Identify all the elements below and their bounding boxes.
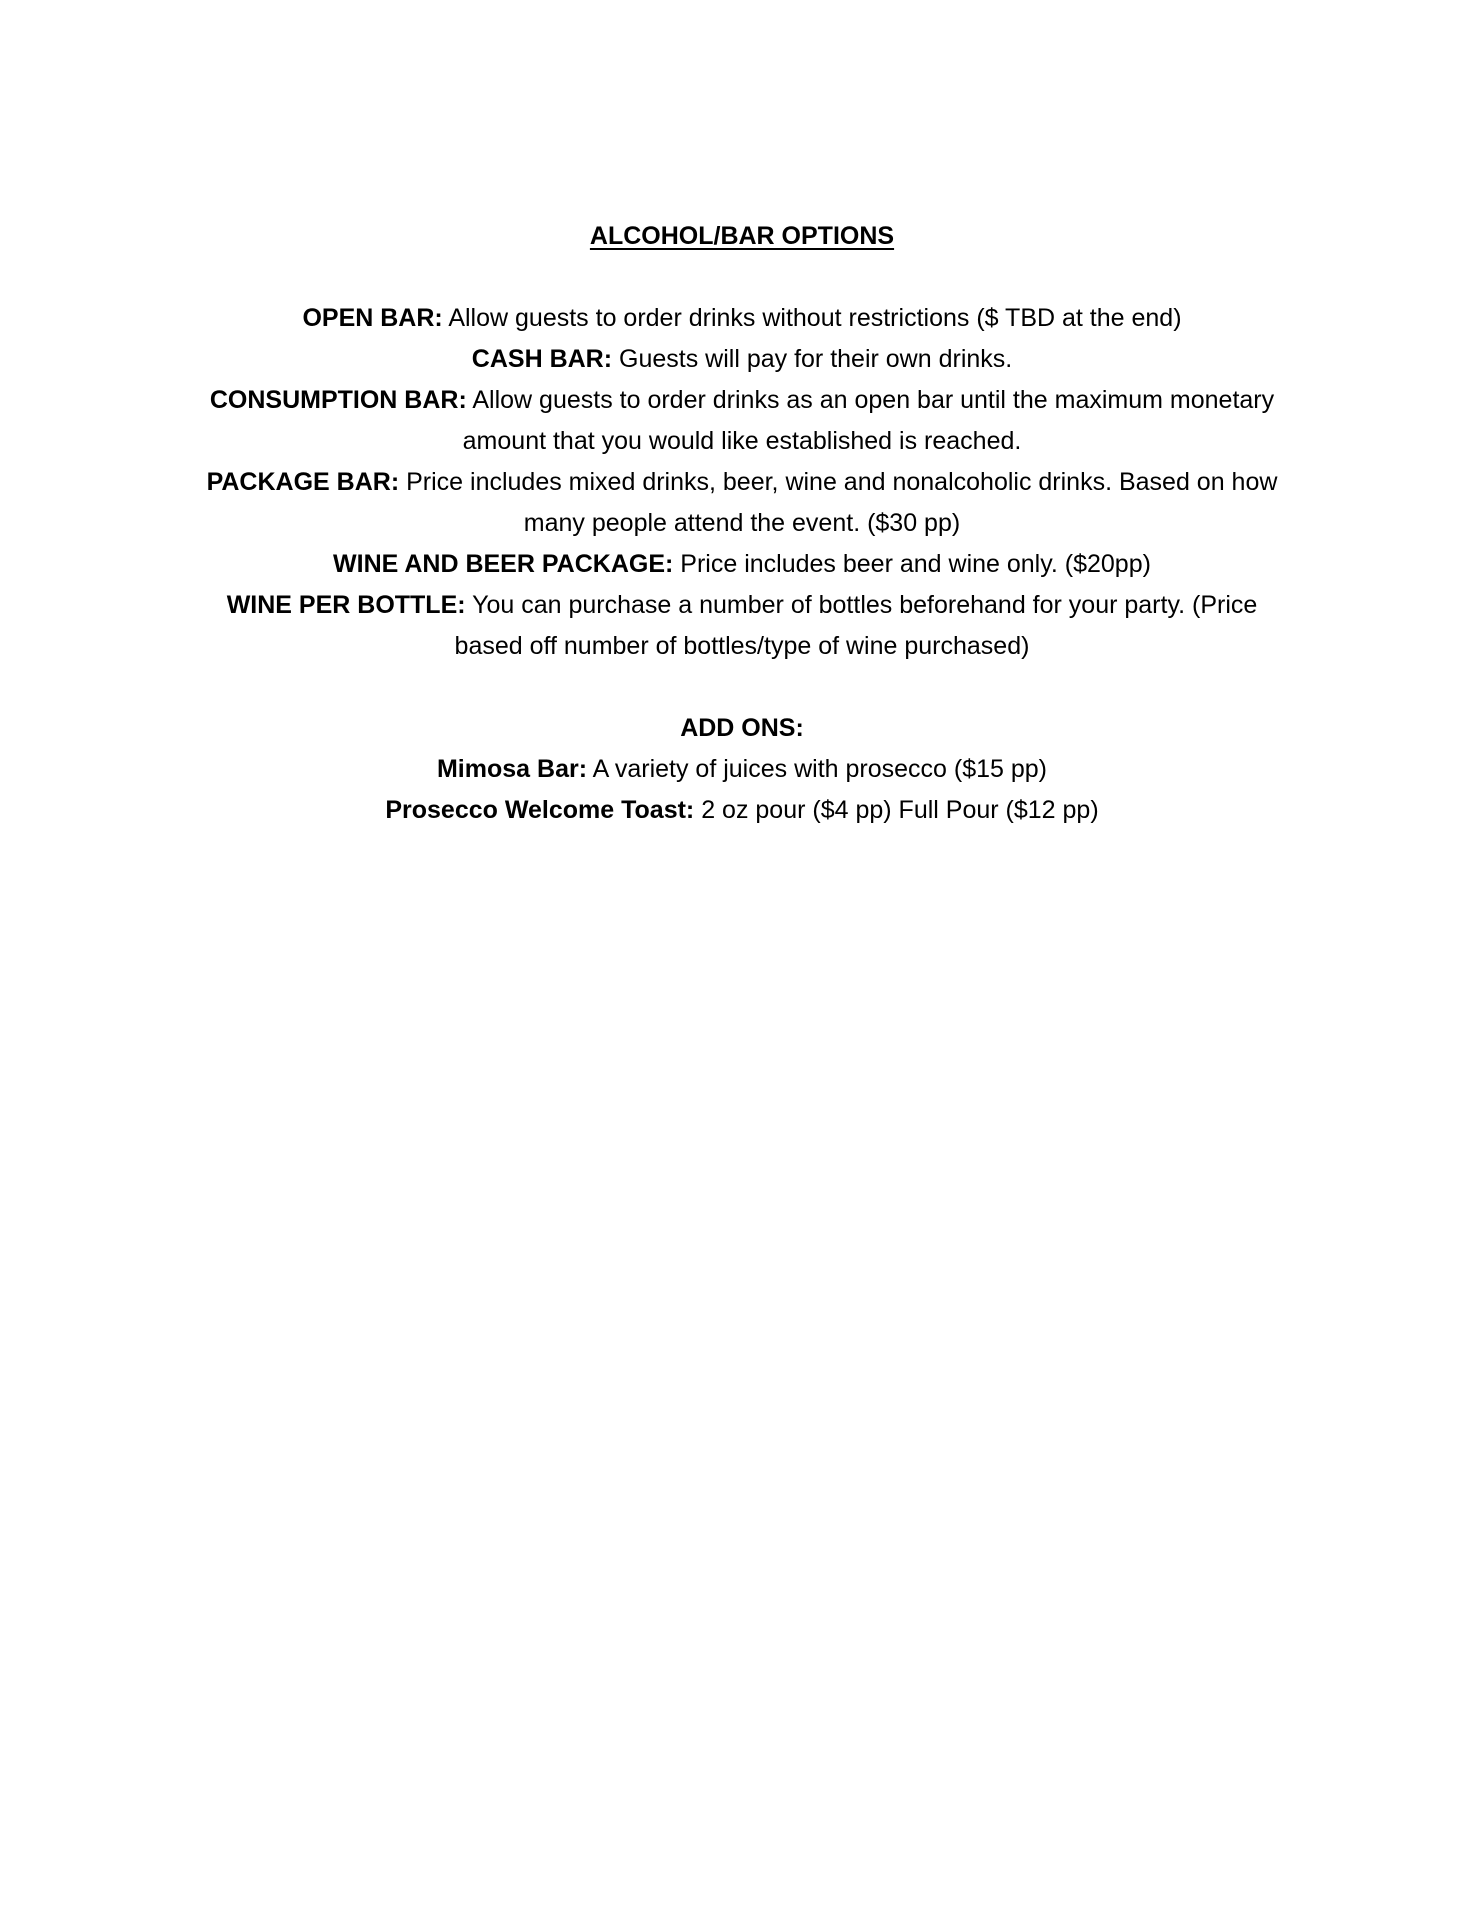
option-description: Guests will pay for their own drinks. [619,345,1013,373]
option-description: Price includes mixed drinks, beer, wine and nonalcoholic drinks. Based on how many people attend the event. ($30 pp) [406,468,1278,537]
option-consumption-bar [160,380,1324,462]
document-content [160,216,1324,831]
addon-description: 2 oz pour ($4 pp) Full Pour ($12 pp) [701,796,1099,824]
option-open-bar [160,298,1324,339]
option-term: CONSUMPTION BAR: [209,386,467,414]
addon-term: Prosecco Welcome Toast: [385,796,695,824]
option-description: Price includes beer and wine only. ($20pp) [680,550,1151,578]
option-term: WINE PER BOTTLE: [226,591,466,619]
option-wine-beer-package [160,544,1324,585]
page-title: ALCOHOL/BAR OPTIONS [589,222,895,250]
option-term: PACKAGE BAR: [206,468,400,496]
option-package-bar [160,462,1324,544]
option-term: CASH BAR: [471,345,613,373]
option-wine-per-bottle [160,585,1324,667]
addon-mimosa-bar [160,749,1324,790]
option-term: OPEN BAR: [302,304,443,332]
option-cash-bar [160,339,1324,380]
option-description: You can purchase a number of bottles beforehand for your party. (Price based off number of bottles/type of wine purchased) [454,591,1258,660]
addon-prosecco-toast [160,790,1324,831]
option-description: Allow guests to order drinks without restrictions ($ TBD at the end) [448,304,1182,332]
addon-description: A variety of juices with prosecco ($15 pp) [592,755,1047,783]
addon-term: Mimosa Bar: [436,755,588,783]
addons-heading: ADD ONS: [680,714,804,742]
option-term: WINE AND BEER PACKAGE: [333,550,674,578]
option-description: Allow guests to order drinks as an open bar until the maximum monetary amount that you would like established is reached. [462,386,1275,455]
